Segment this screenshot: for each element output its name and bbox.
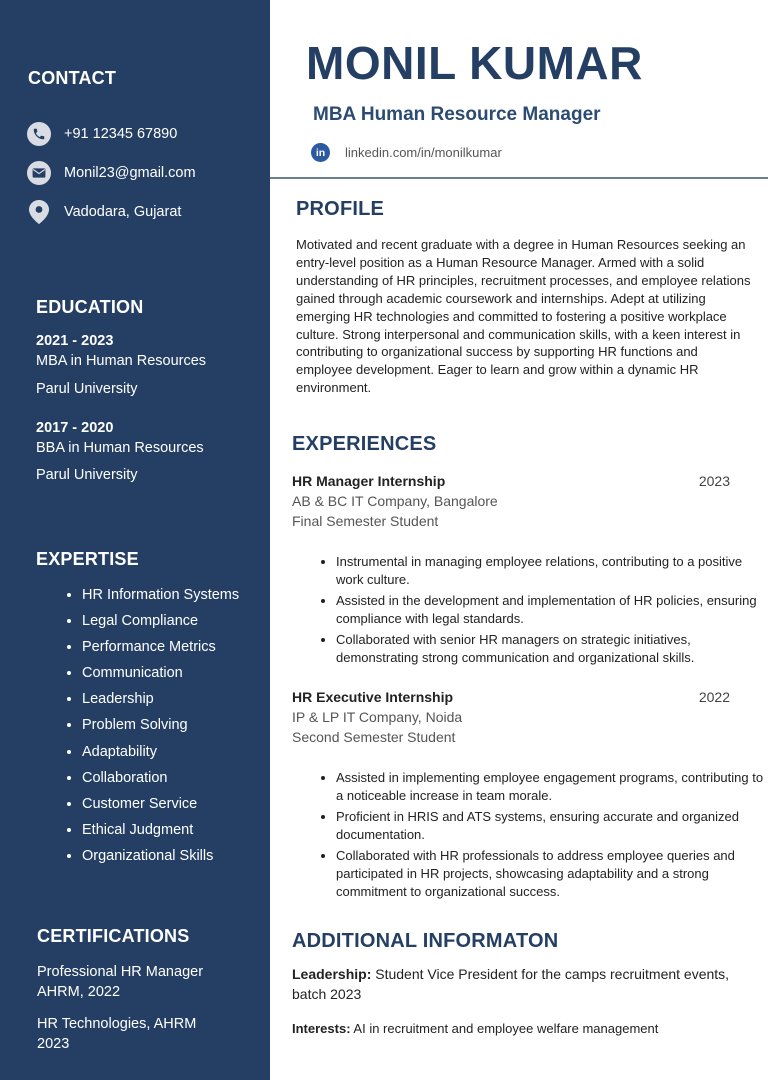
- linkedin-url[interactable]: linkedin.com/in/monilkumar: [345, 145, 502, 160]
- expertise-item: • Communication: [82, 662, 239, 688]
- candidate-role: MBA Human Resource Manager: [313, 104, 601, 125]
- profile-text: Motivated and recent graduate with a degree in Human Resources seeking an entry-level position as a Human Resource Manager. Armed with a solid understanding of HR principles, recruitment processes, and employee relations gained through academic coursework and internships. Adept at utilizing emerging HR technologies and committed to fostering a positive workplace culture. Strong interpersonal and communication skills, with a keen interest in contributing to organizational success by supporting HR functions and employee development. Eager to learn and grow within a dynamic HR environment.: [296, 237, 751, 396]
- job-bullet: • Assisted in the development and implementation of HR policies, ensuring compliance with legal standards.: [336, 592, 766, 627]
- phone-icon: [27, 122, 51, 146]
- email-icon: [27, 161, 51, 185]
- job-company: IP & LP IT Company, Noida: [292, 709, 463, 725]
- expertise-item: • Ethical Judgment: [82, 819, 239, 845]
- sidebar: [0, 0, 270, 1080]
- education-heading: EDUCATION: [36, 297, 144, 317]
- header-divider: [270, 177, 768, 179]
- expertise-heading: EXPERTISE: [36, 549, 139, 569]
- linkedin-link[interactable]: [311, 143, 502, 162]
- job-bullet: • Collaborated with senior HR managers on strategic initiatives, demonstrating strong communication and organizational skills.: [336, 631, 766, 666]
- job-title: HR Manager Internship: [292, 473, 446, 489]
- additional-leadership: [292, 964, 747, 1004]
- job-bullet: • Collaborated with HR professionals to address employee queries and participated in HR projects, showcasing adaptability and a strong commitment to organizational success.: [336, 847, 766, 900]
- education-degree: BBA in Human Resources: [36, 440, 204, 456]
- additional-heading: ADDITIONAL INFORMATON: [292, 930, 559, 952]
- expertise-list: [60, 584, 239, 871]
- education-school: Parul University: [36, 381, 138, 397]
- interests-text: AI in recruitment and employee welfare management: [350, 1021, 659, 1036]
- job-year: 2022: [698, 689, 730, 705]
- certification-item: [37, 1014, 196, 1054]
- expertise-item: • Leadership: [82, 688, 239, 714]
- job-bullet: • Proficient in HRIS and ATS systems, ensuring accurate and organized documentation.: [336, 808, 766, 843]
- main-content: [270, 0, 768, 1080]
- education-years: 2017 - 2020: [36, 420, 114, 436]
- experiences-heading: EXPERIENCES: [292, 433, 437, 455]
- phone-text: +91 12345 67890: [64, 126, 178, 142]
- contact-heading: CONTACT: [28, 68, 117, 88]
- certification-detail: AHRM, 2022: [37, 984, 121, 1000]
- expertise-item: • HR Information Systems: [82, 584, 239, 610]
- expertise-item: • Performance Metrics: [82, 636, 239, 662]
- certification-item: [37, 962, 203, 1002]
- profile-heading: PROFILE: [296, 198, 385, 220]
- education-years: 2021 - 2023: [36, 333, 114, 349]
- email-text: Monil23@gmail.com: [64, 165, 196, 181]
- job-year: 2023: [698, 473, 730, 489]
- linkedin-icon: in: [311, 143, 330, 162]
- certification-name: Professional HR Manager: [37, 964, 204, 980]
- job-bullet: • Instrumental in managing employee relations, contributing to a positive work culture.: [336, 553, 766, 588]
- expertise-item: • Problem Solving: [82, 714, 239, 740]
- expertise-item: • Collaboration: [82, 767, 239, 793]
- expertise-item: • Legal Compliance: [82, 610, 239, 636]
- contact-phone: [27, 122, 177, 146]
- leadership-label: Leadership:: [292, 966, 372, 982]
- certification-detail: 2023: [37, 1036, 70, 1052]
- interests-label: Interests:: [292, 1021, 351, 1036]
- leadership-text: Student Vice President for the camps recruitment events, batch 2023: [292, 966, 730, 1002]
- certification-name: HR Technologies, AHRM: [37, 1016, 197, 1032]
- education-school: Parul University: [36, 467, 138, 483]
- certifications-heading: CERTIFICATIONS: [37, 926, 190, 946]
- job-note: Second Semester Student: [292, 729, 456, 745]
- job-title: HR Executive Internship: [292, 689, 454, 705]
- job-note: Final Semester Student: [292, 513, 439, 529]
- job-bullets: [314, 553, 766, 671]
- job-bullets: [314, 769, 766, 904]
- expertise-item: • Organizational Skills: [82, 845, 239, 871]
- contact-location: [27, 200, 181, 224]
- expertise-item: • Customer Service: [82, 793, 239, 819]
- contact-email: [27, 161, 196, 185]
- location-text: Vadodara, Gujarat: [64, 204, 182, 220]
- job-company: AB & BC IT Company, Bangalore: [292, 493, 498, 509]
- education-degree: MBA in Human Resources: [36, 353, 207, 369]
- location-pin-icon: [27, 200, 51, 224]
- additional-interests: [292, 1019, 747, 1039]
- expertise-item: • Adaptability: [82, 741, 239, 767]
- job-bullet: • Assisted in implementing employee engagement programs, contributing to a noticeable increase in team morale.: [336, 769, 766, 804]
- candidate-name: MONIL KUMAR: [306, 37, 643, 89]
